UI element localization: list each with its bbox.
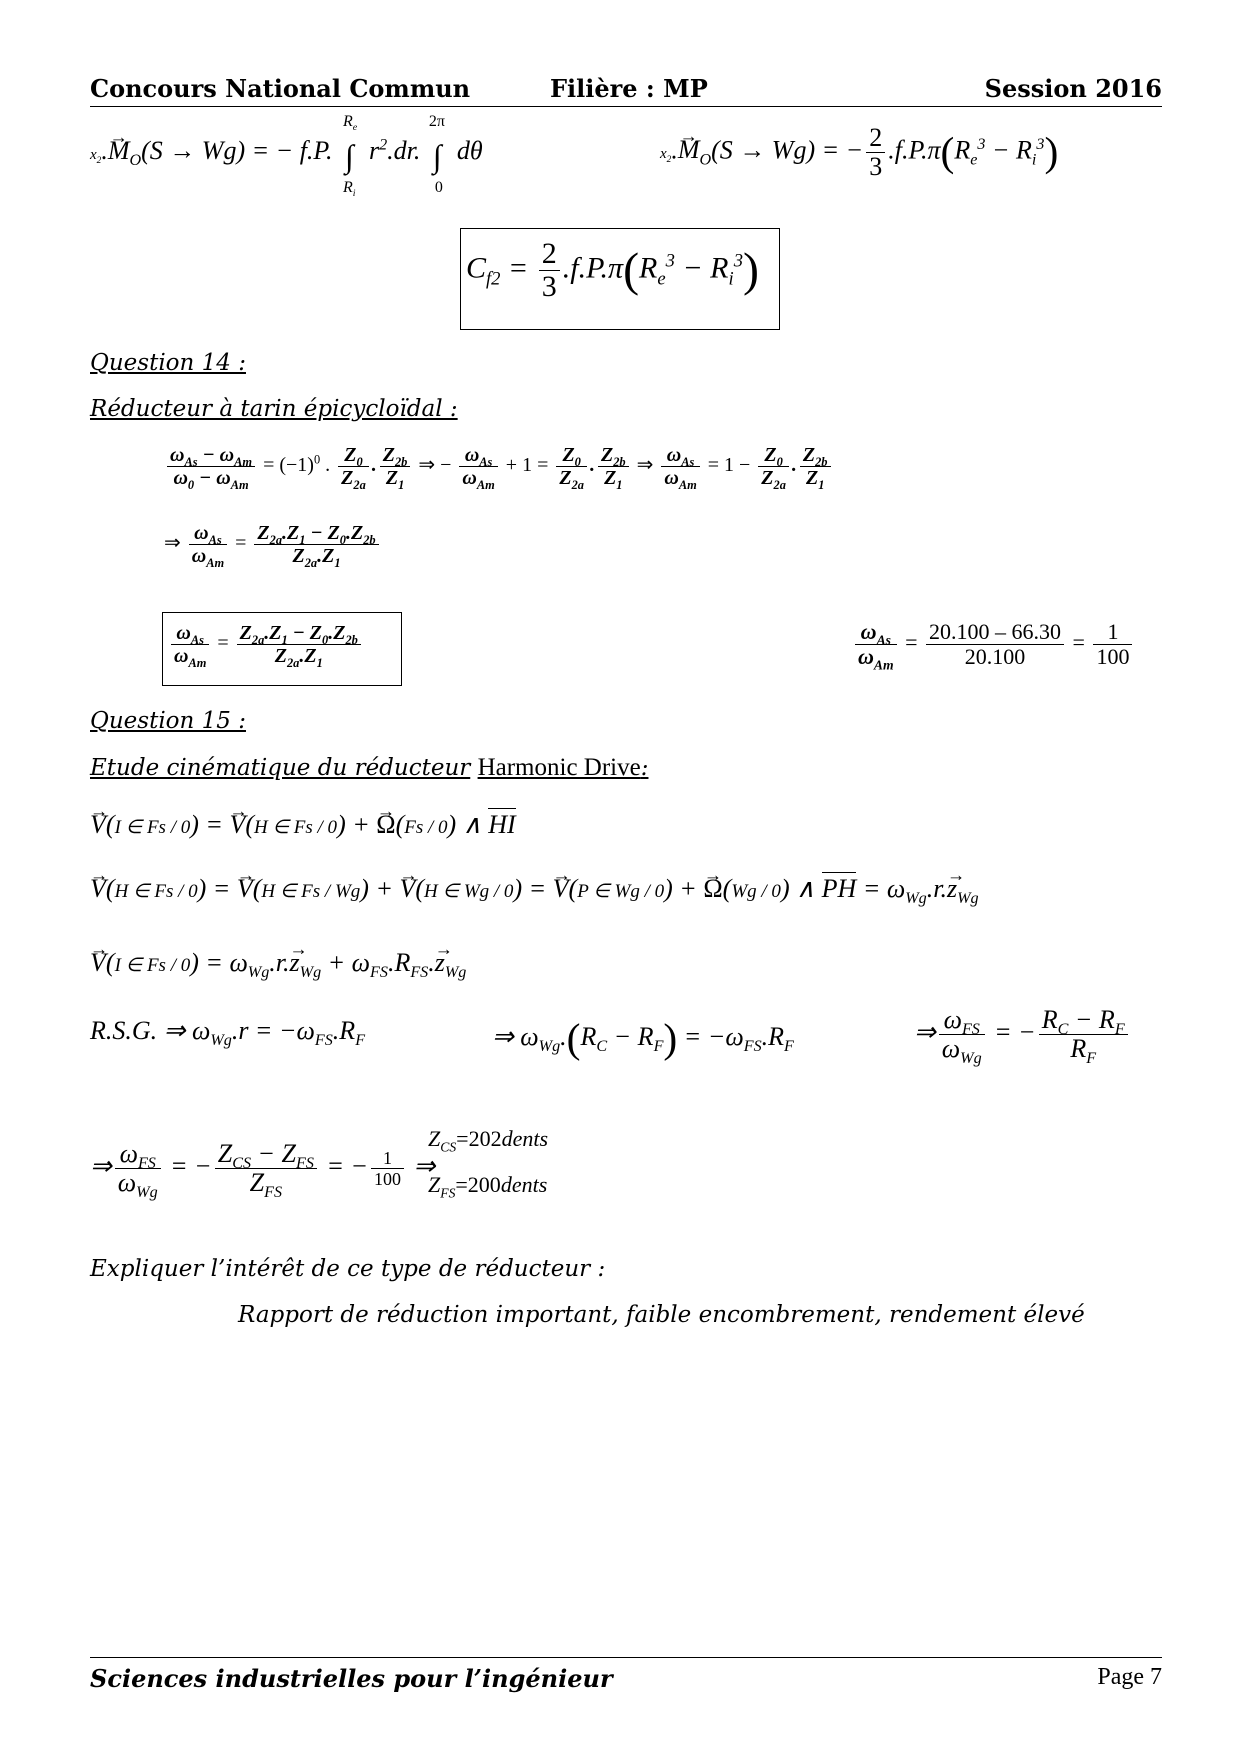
question-15-subtitle: Etude cinématique du réducteur Harmonic Drive: [90,754,649,781]
harmonic-ratio-numerator: 1 [371,1148,404,1169]
ratio-denominator: 20.100 [964,644,1026,669]
question-15-title: Question 15 : [90,708,246,734]
question-14-title: Question 14 : [90,350,246,376]
question-14-subtitle: Réducteur à tarin épicycloïdal : [90,396,458,422]
willis-ratio-equation: ⇒ $\frac{\omega_{As}}{\omega_{Am}}$ = $\frac{Z_{2a}.Z_1 - Z_0.Z_{2b}}{Z_{2a}.Z_1}$ [164,522,382,567]
rolling-condition-substitution: ⇒ $\omega_{Wg}.(R_C - R_F) = -\omega_{FS}.R_F$ [492,1015,794,1061]
zcs-teeth-count: $Z_{CS}=202dents$ [428,1126,549,1155]
velocity-composition-3: → V(I ∈ $Fs / 0) = \omega_{Wg}.r.\to z_{Wg} + \omega_{FS}.R_{FS}.\to z_{Wg}$ [90,950,466,976]
reduction-ratio-value: $\frac{\omega_{As}}{\omega_{Am}}$ = $\frac{20.100 - 66.30}{20.100}$ = $\frac{1}{100}$ [852,620,1135,669]
page-number: Page 7 [1097,1664,1162,1690]
harmonic-ratio-radii: ⇒ $\frac{\omega_{FS}}{\omega_{Wg}}$ = − $\frac{R_C - R_F}{R_F}$ [914,1006,1131,1063]
velocity-composition-1: → V(I ∈ Fs / 0) = → V(H ∈ Fs / 0) + → Ω(Fs / 0) ∧ HI [90,812,516,838]
footer-divider [90,1657,1162,1658]
header-track: Filière : MP [550,74,708,103]
header-contest: Concours National Commun [90,74,471,103]
harmonic-ratio-teeth: ⇒ $\frac{\omega_{FS}}{\omega_{Wg}}$ = − $\frac{Z_{CS} - Z_{FS}}{Z_{FS}}$ = − $\frac{1}{100}$ ⇒ [90,1139,436,1202]
velocity-composition-2: → V(H ∈ Fs / 0) = → V(H ∈ Fs / Wg) + → V(H ∈ Wg / 0) = → V(P ∈ Wg / 0) + → Ω(Wg / 0) ∧ PH = $\omega_{Wg}.r.\to z_{Wg}$ [90,876,979,902]
willis-result-equation: $\frac{\omega_{As}}{\omega_{Am}}$ = $\frac{Z_{2a}.Z_1 - Z_0.Z_{2b}}{Z_{2a}.Z_1}$ [168,622,364,667]
explain-answer: Rapport de réduction important, faible encombrement, rendement élevé [238,1302,1085,1328]
rolling-condition-equation: R.S.G. ⇒ $\omega_{Wg}.r = -\omega_{FS}.R_F$ [90,1016,366,1050]
willis-relation-equation: $\frac{\omega_{As} - \omega_{Am}}{\omega_0 - \omega_{Am}}$ = $(-1)^0$ . $\frac{Z_0}{Z_{2a}}$ . $\frac{Z_{2b}}{Z_1}$ ⇒ − $\frac{\omega_{As}}{\omega_{Am}}$ + 1 = $\frac{Z_0}{Z_{2a}}$ . $\frac{Z_{2b}}{Z_1}$ ⇒ $\frac{\omega_{As}}{\omega_{Am}}$ = 1 − $\frac{Z_0}{Z_{2a}}$ . $\frac{Z_{2b}}{Z_1}$ [164,444,834,489]
explain-question: Expliquer l’intérêt de ce type de réducteur : [90,1256,606,1282]
page-header [90,72,1162,107]
moment-integral-equation: $x_2.\to M_O(S \to Wg)$ = − f.P. $R_e$ ∫ $R_i$ $r^2.dr$. 2π ∫ 0 dθ [90,118,483,188]
ratio-result-denominator: 100 [1096,644,1130,669]
zfs-teeth-count: $Z_{FS}=200dents$ [428,1172,548,1201]
harmonic-ratio-denominator: 100 [374,1169,402,1189]
ratio-result-numerator: 1 [1093,620,1132,645]
cf2-result-equation: $C_{f2}$ = $\frac{2}{3}$ $.f.P.\pi(R_e^3 - R_i^3)$ [466,237,759,303]
moment-result-equation: $x_2.\to M_O(S \to Wg)$ = − $\frac{2}{3}$ $.f.P.\pi(R_e^3 - R_i^3)$ [660,124,1058,181]
footer-subject: Sciences industrielles pour l’ingénieur [90,1664,613,1693]
header-session: Session 2016 [984,74,1162,103]
ratio-numerator: 20.100 – 66.30 [926,620,1064,645]
